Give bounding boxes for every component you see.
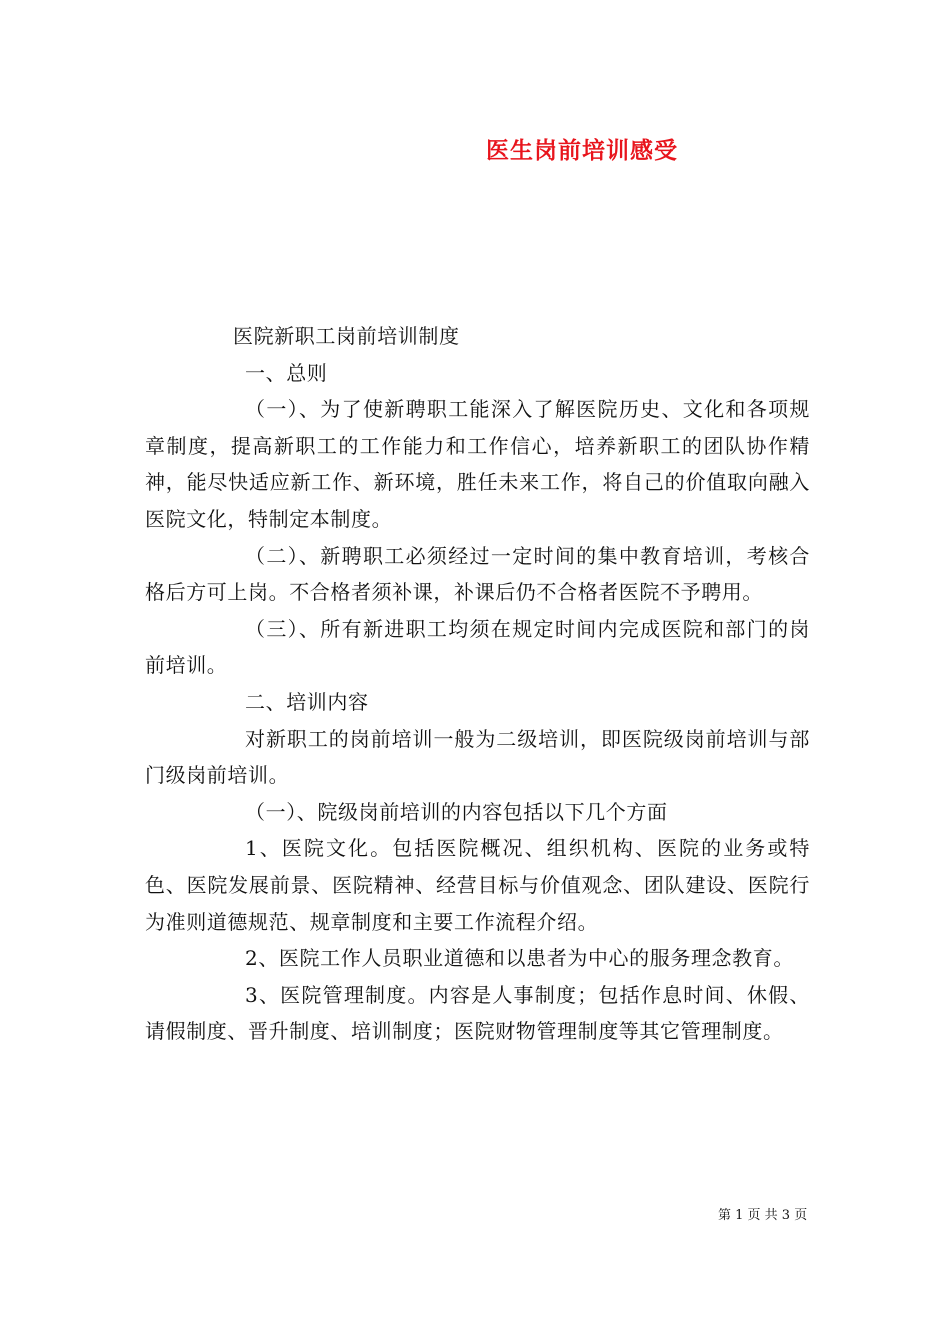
paragraph: （一）、为了使新聘职工能深入了解医院历史、文化和各项规章制度，提高新职工的工作能力和工作信心，培养新职工的团队协作精神，能尽快适应新工作、新环境，胜任未来工作，将自己的价值取向融入医院文化，特制定本制度。 [145,397,810,531]
paragraph: 对新职工的岗前培训一般为二级培训，即医院级岗前培训与部门级岗前培训。 [145,726,810,788]
document-body [145,318,810,1050]
paragraph: （一）、院级岗前培训的内容包括以下几个方面 [245,799,668,824]
document-subtitle: 医院新职工岗前培训制度 [233,324,460,348]
page-number: 第 1 页 共 3 页 [718,1208,808,1223]
paragraph: （三）、所有新进职工均须在规定时间内完成医院和部门的岗前培训。 [145,616,810,678]
paragraph: （二）、新聘职工必须经过一定时间的集中教育培训，考核合格后方可上岗。不合格者须补课，补课后仍不合格者医院不予聘用。 [145,543,810,605]
section-heading: 一、总则 [245,360,328,385]
document-title: 医生岗前培训感受 [486,137,678,164]
paragraph: 3、医院管理制度。内容是人事制度；包括作息时间、休假、请假制度、晋升制度、培训制度；医院财物管理制度等其它管理制度。 [145,982,810,1044]
paragraph: 1、医院文化。包括医院概况、组织机构、医院的业务或特色、医院发展前景、医院精神、经营目标与价值观念、团队建设、医院行为准则道德规范、规章制度和主要工作流程介绍。 [145,836,810,934]
paragraph: 2、医院工作人员职业道德和以患者为中心的服务理念教育。 [245,946,794,971]
section-heading: 二、培训内容 [245,689,369,714]
